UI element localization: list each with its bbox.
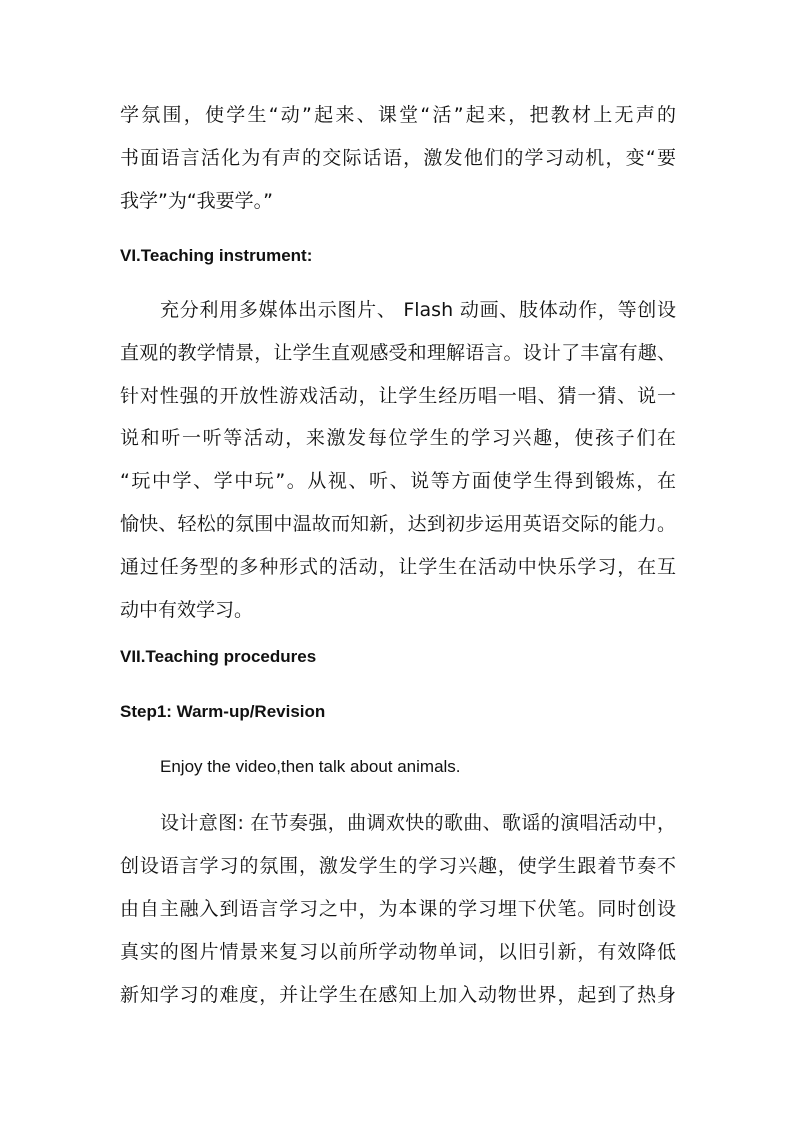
section6-line-1: 充分利用多媒体出示图片、 Flash 动画、肢体动作，等创设 — [160, 299, 676, 321]
section6-line-6: 愉快、轻松的氛围中温故而知新，达到初步运用英语交际的能力。 — [120, 513, 676, 535]
paragraph1-line-2: 书面语言活化为有声的交际话语，激发他们的学习动机，变“要 — [120, 147, 676, 169]
section6-line-8: 动中有效学习。 — [120, 599, 254, 621]
section7-heading: VII.Teaching procedures — [120, 647, 317, 666]
paragraph1-line-1: 学氛围，使学生“动”起来、课堂“活”起来，把教材上无声的 — [120, 104, 676, 126]
section6-heading: VI.Teaching instrument: — [120, 246, 313, 265]
section6-line-5: “玩中学、学中玩”。从视、听、说等方面使学生得到锻炼，在 — [120, 470, 676, 492]
step1-line-1: 设计意图: 在节奏强，曲调欢快的歌曲、歌谣的演唱活动中， — [160, 812, 676, 834]
step1-line-2: 创设语言学习的氛围，激发学生的学习兴趣，使学生跟着节奏不 — [120, 855, 676, 877]
section6-line-3: 针对性强的开放性游戏活动，让学生经历唱一唱、猜一猜、说一 — [120, 385, 676, 407]
step1-line-3: 由自主融入到语言学习之中，为本课的学习埋下伏笔。同时创设 — [120, 898, 676, 920]
paragraph1-line-3: 我学”为“我要学。” — [120, 190, 274, 212]
section6-line-4: 说和听一听等活动，来激发每位学生的学习兴趣，使孩子们在 — [120, 427, 676, 449]
step1-heading: Step1: Warm-up/Revision — [120, 702, 326, 721]
section6-line-7: 通过任务型的多种形式的活动，让学生在活动中快乐学习，在互 — [120, 556, 676, 578]
section6-line-2: 直观的教学情景，让学生直观感受和理解语言。设计了丰富有趣、 — [120, 342, 676, 364]
step1-instruction: Enjoy the video,then talk about animals. — [160, 757, 461, 776]
step1-line-4: 真实的图片情景来复习以前所学动物单词，以旧引新，有效降低 — [120, 941, 676, 963]
step1-line-5: 新知学习的难度，并让学生在感知上加入动物世界，起到了热身 — [120, 984, 676, 1006]
